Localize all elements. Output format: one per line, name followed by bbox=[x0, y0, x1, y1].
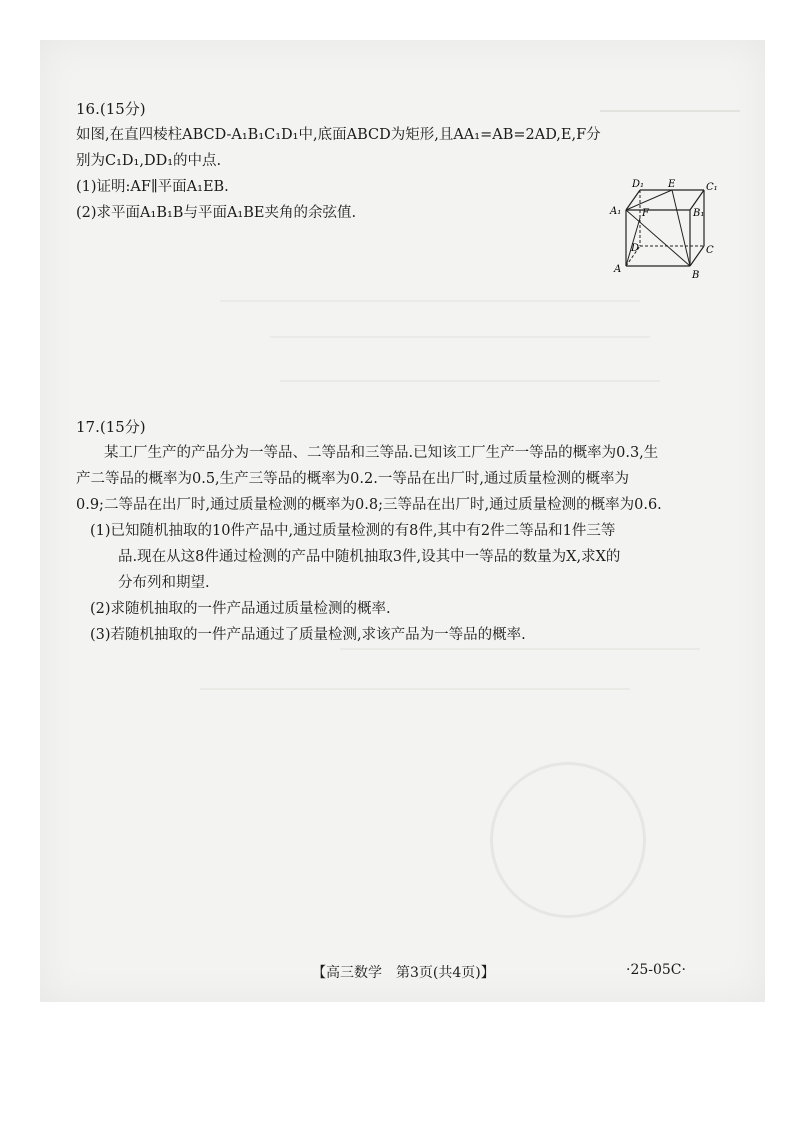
q17-part-1-line: (1)已知随机抽取的10件产品中,通过质量检测的有8件,其中有2件二等品和1件三等 bbox=[90, 523, 616, 539]
label-f: F bbox=[642, 208, 649, 219]
segment-eb bbox=[672, 190, 690, 266]
footer-page-label: 【高三数学 第3页(共4页)】 bbox=[312, 965, 495, 981]
edge-bc bbox=[690, 246, 704, 266]
label-d: D bbox=[631, 243, 640, 254]
segment-a1b bbox=[626, 210, 690, 266]
q17-stem-line: 0.9;二等品在出厂时,通过质量检测的概率为0.8;三等品在出厂时,通过质量检测的概率为0.6. bbox=[76, 497, 662, 513]
q16-stem-line: 如图,在直四棱柱ABCD-A₁B₁C₁D₁中,底面ABCD为矩形,且AA₁=AB=2AD,E,F分 bbox=[76, 127, 601, 143]
show-through-mark bbox=[340, 648, 700, 650]
q16-part-1: (1)证明:AF∥平面A₁EB. bbox=[76, 179, 229, 195]
label-c: C bbox=[706, 245, 714, 256]
label-e: E bbox=[668, 179, 676, 190]
label-a1: A₁ bbox=[610, 206, 622, 217]
q17-stem-line: 某工厂生产的产品分为一等品、二等品和三等品.已知该工厂生产一等品的概率为0.3,生 bbox=[104, 445, 659, 461]
question-17 bbox=[76, 414, 662, 648]
q17-part-1-line: 分布列和期望. bbox=[118, 575, 210, 591]
q16-part-2: (2)求平面A₁B₁B与平面A₁BE夹角的余弦值. bbox=[76, 205, 357, 221]
show-through-mark bbox=[200, 688, 630, 690]
show-through-mark bbox=[280, 380, 660, 382]
q17-part-2: (2)求随机抽取的一件产品通过质量检测的概率. bbox=[90, 601, 391, 617]
label-d1: D₁ bbox=[632, 179, 645, 190]
q17-stem-line: 产二等品的概率为0.5,生产三等品的概率为0.2.一等品在出厂时,通过质量检测的概率为 bbox=[76, 471, 629, 487]
label-a: A bbox=[614, 264, 622, 275]
edge-b1c1 bbox=[690, 190, 704, 210]
label-b: B bbox=[692, 270, 700, 281]
show-through-mark bbox=[270, 336, 650, 338]
label-b1: B₁ bbox=[693, 208, 705, 219]
segment-af bbox=[626, 218, 640, 266]
q17-part-3: (3)若随机抽取的一件产品通过了质量检测,求该产品为一等品的概率. bbox=[90, 627, 526, 643]
footer-code: ·25-05C· bbox=[626, 962, 686, 978]
q17-part-1-line: 品.现在从这8件通过检测的产品中随机抽取3件,设其中一等品的数量为X,求X的 bbox=[118, 549, 621, 565]
label-c1: C₁ bbox=[706, 182, 718, 193]
prism-figure bbox=[606, 176, 718, 286]
q16-heading: 16.(15分) bbox=[76, 100, 146, 118]
question-16 bbox=[76, 96, 601, 226]
q17-heading: 17.(15分) bbox=[76, 418, 146, 436]
faint-stamp-shadow bbox=[490, 762, 646, 918]
q16-stem-line: 别为C₁D₁,DD₁的中点. bbox=[76, 153, 222, 169]
show-through-mark bbox=[600, 110, 740, 112]
show-through-mark bbox=[220, 300, 640, 302]
